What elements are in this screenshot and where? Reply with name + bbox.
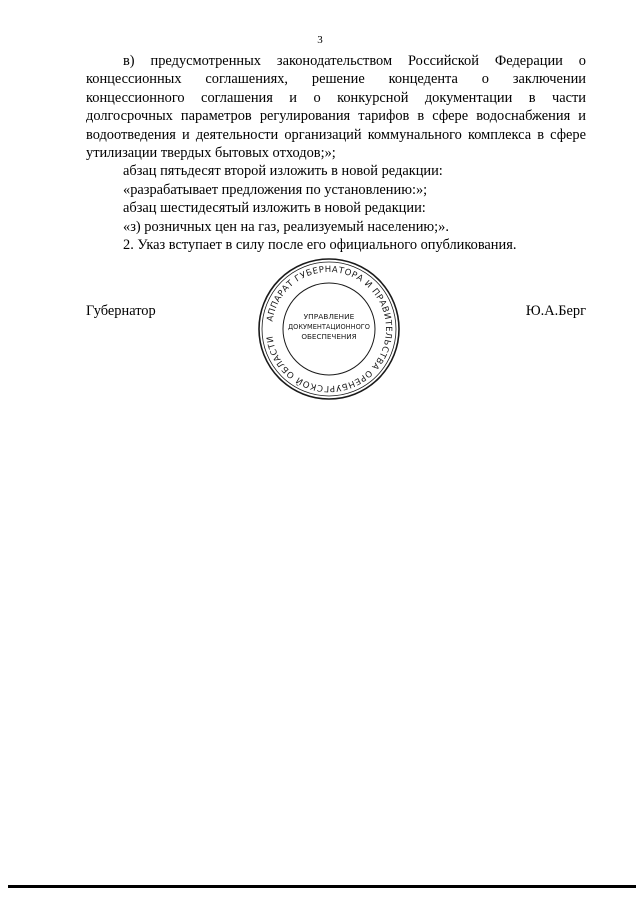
page-number: 3	[317, 34, 323, 46]
seal-center-line-3: ОБЕСПЕЧЕНИЯ	[301, 332, 357, 341]
signatory-title: Губернатор	[86, 303, 156, 319]
seal-graphic	[256, 256, 402, 402]
document-body	[86, 52, 586, 254]
seal-center-line-2: ДОКУМЕНТАЦИОННОГО	[288, 323, 370, 331]
seal-center-line-1: УПРАВЛЕНИЕ	[303, 312, 355, 321]
seal-ring-text: АППАРАТ ГУБЕРНАТОРА И ПРАВИТЕЛЬСТВА ОРЕНБУРГСКОЙ ОБЛАСТИ	[265, 264, 394, 394]
text-line-5: 2. Указ вступает в силу после его официального опубликования.	[123, 237, 517, 254]
signatory-name: Ю.А.Берг	[525, 303, 586, 319]
text-line-1: абзац пятьдесят второй изложить в новой редакции:	[123, 163, 443, 180]
text-line-2: «разрабатывает предложения по установлению:»;	[123, 181, 428, 198]
official-seal	[256, 256, 402, 402]
paragraph-v: в) предусмотренных законодательством Российской Федерации о концессионных соглашениях, решение концедента о заключении концессионного соглашения и о конкурсной документации в части долгосрочных параметров регулирования тарифов в сфере водоснабжения и водоотведения и деятельности организаций коммунального комплекса в сфере утилизации твердых бытовых отходов;»;	[86, 53, 586, 162]
page-bottom-rule	[8, 885, 636, 888]
text-line-4: «з) розничных цен на газ, реализуемый населению;».	[123, 218, 449, 235]
text-line-3: абзац шестидесятый изложить в новой редакции:	[123, 200, 426, 217]
